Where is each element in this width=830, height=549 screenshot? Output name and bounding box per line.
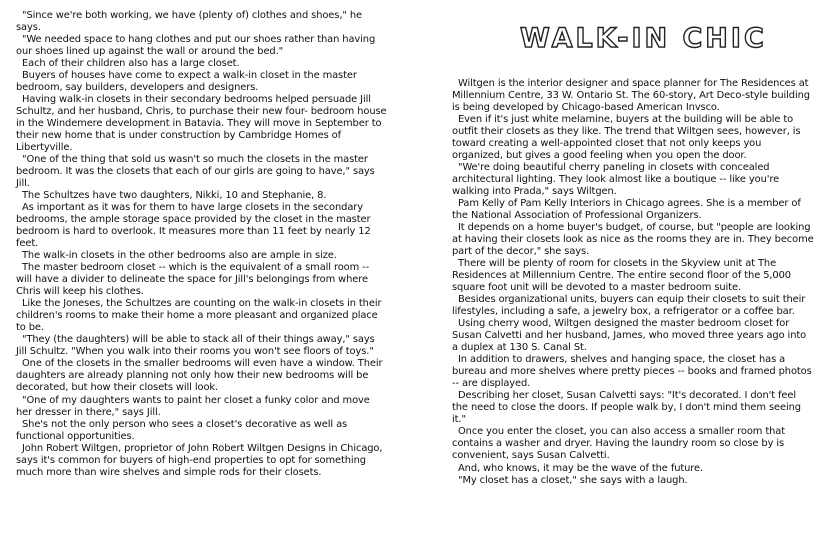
paragraph: Pam Kelly of Pam Kelly Interiors in Chicago agrees. She is a member of the National Association of Professional Organizers. [452,198,801,222]
paragraph: Even if it's just white melamine, buyers at the building will be able to outfit their closets as they like. The trend that Wiltgen sees, however, is toward creating a well-appointed closet that not only keeps you organized, but gives a good feeling when you open the door. [452,114,801,162]
paragraph: Using cherry wood, Wiltgen designed the master bedroom closet for Susan Calvetti and her husband, James, who moved three years ago into a duplex at 130 S. Canal St. [452,318,807,354]
paragraph: Each of their children also has a large closet. [22,58,240,70]
paragraph: As important as it was for them to have large closets in the secondary bedrooms, the ample storage space provided by the closet in the master bedroom is hard to overlook. It measures more than 11 feet by nearly 12 feet. [16,202,371,250]
paragraph: Wiltgen is the interior designer and space planner for The Residences at Millennium Centre, 33 W. Ontario St. The 60-story, Art Deco-style building is being developed by Chicago-based American Invsco. [452,78,810,114]
paragraph: It depends on a home buyer's budget, of course, but "people are looking at having their closets look as nice as the rooms they are in. They become part of the decor," she says. [452,222,814,258]
paragraph: Once you enter the closet, you can also access a smaller room that contains a washer and dryer. Having the laundry room so close by is convenient, says Susan Calvetti. [452,426,785,462]
paragraph: The walk-in closets in the other bedrooms also are ample in size. [22,250,337,262]
paragraph: The master bedroom closet -- which is the equivalent of a small room -- will have a divider to delineate the space for Jill's belongings from where Chris will keep his clothes. [16,262,370,298]
paragraph: "We're doing beautiful cherry paneling in closets with concealed architectural lighting. They look almost like a boutique -- like you're walking into Prada," says Wiltgen. [452,162,780,198]
paragraph: The Schultzes have two daughters, Nikki, 10 and Stephanie, 8. [22,190,327,202]
left-text-column [16,10,388,479]
paragraph: "One of my daughters wants to paint her closet a funky color and move her dresser in there," says Jill. [16,394,370,418]
paragraph: Like the Joneses, the Schultzes are counting on the walk-in closets in their children's rooms to make their home a more pleasant and organized place to be. [16,298,382,334]
paragraph: And, who knows, it may be the wave of the future. [458,462,704,474]
paragraph: Describing her closet, Susan Calvetti says: "It's decorated. I don't feel the need to close the doors. If people walk by, I don't mind them seeing it." [452,390,801,426]
right-text-column [452,78,814,487]
paragraph: "They (the daughters) will be able to stack all of their things away," says Jill Schultz. "When you walk into their rooms you won't see floors of toys." [16,334,375,358]
paragraph: She's not the only person who sees a closet's decorative as well as functional opportunities. [16,418,348,442]
paragraph: "We needed space to hang clothes and put our shoes rather than having our shoes lined up against the wall or around the bed." [16,34,376,58]
paragraph: "My closet has a closet," she says with a laugh. [458,474,688,486]
paragraph: Besides organizational units, buyers can equip their closets to suit their lifestyles, including a safe, a jewelry box, a refrigerator or a coffee bar. [452,294,806,318]
paragraph: "One of the thing that sold us wasn't so much the closets in the master bedroom. It was the closets that each of our girls are going to have," says Jill. [16,154,375,190]
paragraph: Having walk-in closets in their secondary bedrooms helped persuade Jill Schultz, and her husband, Chris, to purchase their new four- bedroom house in the Windemere development in Batavia. They will move in September to their new home that is under construction by Cambridge Homes of Libertyville. [16,94,387,154]
paragraph: Buyers of houses have come to expect a walk-in closet in the master bedroom, say builders, developers and designers. [16,70,357,94]
paragraph: "Since we're both working, we have (plenty of) clothes and shoes," he says. [16,10,362,34]
article-title: WALK-IN CHIC [520,23,767,54]
paragraph: John Robert Wiltgen, proprietor of John Robert Wiltgen Designs in Chicago, says it's common for buyers of high-end properties to opt for something much more than wire shelves and simple rods for their closets. [16,442,383,478]
paragraph: There will be plenty of room for closets in the Skyview unit at The Residences at Millennium Centre. The entire second floor of the 5,000 square foot unit will be devoted to a master bedroom suite. [452,258,791,294]
paragraph: In addition to drawers, shelves and hanging space, the closet has a bureau and more shelves where pretty pieces -- books and framed photos -- are displayed. [452,354,812,390]
paragraph: One of the closets in the smaller bedrooms will even have a window. Their daughters are already planning not only how their new bedrooms will be decorated, but how their closets will look. [16,358,383,394]
